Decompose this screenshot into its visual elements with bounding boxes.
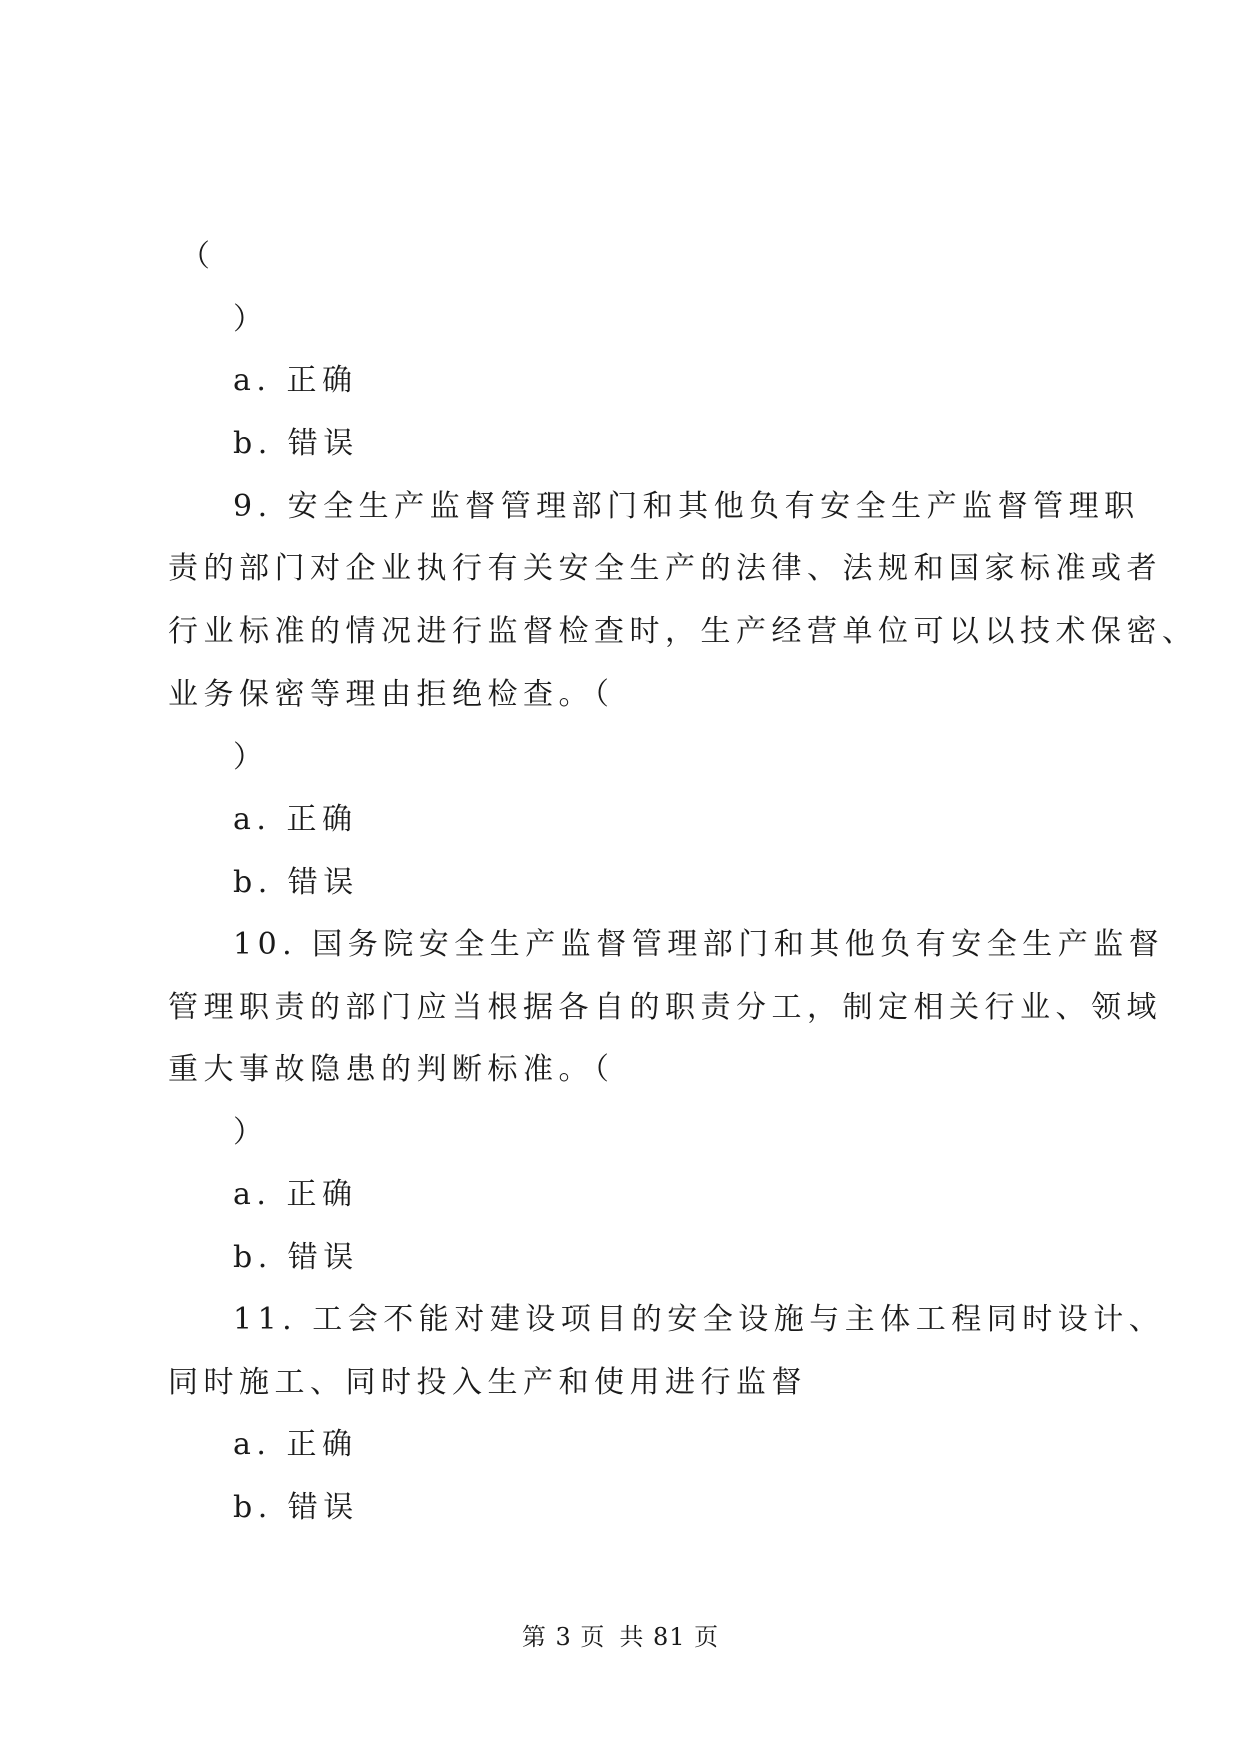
option-b: b. 错误 <box>233 1240 359 1275</box>
close-paren: ） <box>233 302 269 337</box>
question-9-line-1: 9. 安全生产监督管理部门和其他负有安全生产监督管理职 <box>233 489 1140 524</box>
open-paren: （ <box>180 239 216 274</box>
option-b: b. 错误 <box>233 865 359 900</box>
option-a: a. 正确 <box>233 802 358 837</box>
option-a: a. 正确 <box>233 1177 358 1212</box>
page-footer <box>0 1621 1241 1653</box>
question-11-line-2: 同时施工、同时投入生产和使用进行监督 <box>168 1365 807 1400</box>
page-total: 共 81 页 <box>619 1623 720 1651</box>
question-10-line-3: 重大事故隐患的判断标准。（ <box>168 1052 615 1087</box>
question-9-line-2: 责的部门对企业执行有关安全生产的法律、法规和国家标准或者 <box>168 551 1162 586</box>
question-9-line-4: 业务保密等理由拒绝检查。（ <box>168 677 615 712</box>
question-10-line-1: 10. 国务院安全生产监督管理部门和其他负有安全生产监督 <box>233 927 1165 962</box>
option-b: b. 错误 <box>233 426 359 461</box>
close-paren: ） <box>233 740 269 775</box>
close-paren: ） <box>233 1115 269 1150</box>
option-b: b. 错误 <box>233 1490 359 1525</box>
option-a: a. 正确 <box>233 1427 358 1462</box>
option-a: a. 正确 <box>233 363 358 398</box>
question-9-line-3: 行业标准的情况进行监督检查时，生产经营单位可以以技术保密、 <box>168 614 1198 649</box>
question-11-line-1: 11. 工会不能对建设项目的安全设施与主体工程同时设计、 <box>233 1302 1165 1337</box>
question-10-line-2: 管理职责的部门应当根据各自的职责分工，制定相关行业、领域 <box>168 990 1162 1025</box>
page-number: 第 3 页 <box>521 1623 606 1651</box>
